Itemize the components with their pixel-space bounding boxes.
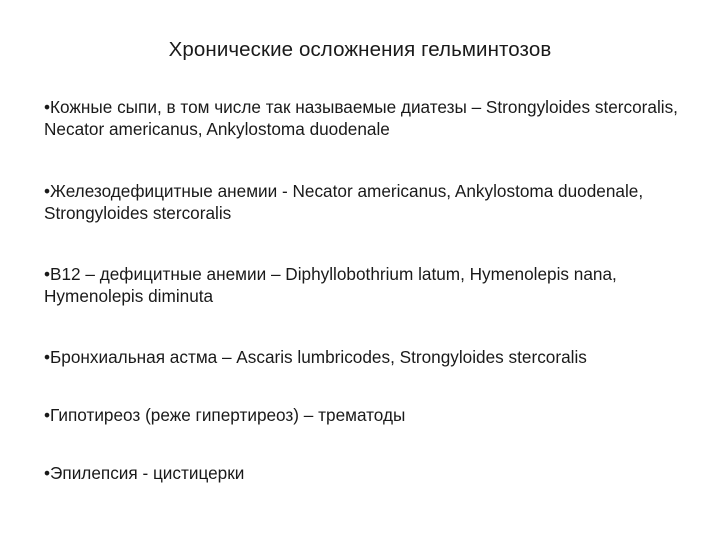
bullet-text: Железодефицитные анемии - Necator americanus, Ankylostoma duodenale, Strongyloides stercoralis: [44, 181, 644, 223]
bullet-item-b12-deficiency: [44, 263, 694, 307]
bullet-icon: •: [44, 97, 51, 117]
bullet-icon: •: [44, 463, 51, 483]
bullet-item-asthma: [44, 346, 694, 368]
bullet-text: Кожные сыпи, в том числе так называемые диатезы – Strongyloides stercoralis, Necator americanus, Ankylostoma duodenale: [44, 97, 678, 139]
bullet-item-skin-rashes: [44, 96, 694, 140]
bullet-text: Эпилепсия - цистицерки: [50, 463, 245, 483]
bullet-icon: •: [44, 405, 51, 425]
slide-title: Хронические осложнения гельминтозов: [168, 38, 552, 61]
bullet-item-iron-deficiency: [44, 180, 694, 224]
bullet-item-epilepsy: [44, 462, 694, 484]
bullet-item-hypothyroidism: [44, 404, 694, 426]
bullet-text: Гипотиреоз (реже гипертиреоз) – трематоды: [50, 405, 406, 425]
bullet-icon: •: [44, 347, 51, 367]
bullet-text: Бронхиальная астма – Ascaris lumbricodes, Strongyloides stercoralis: [50, 347, 587, 367]
bullet-text: В12 – дефицитные анемии – Diphyllobothrium latum, Hymenolepis nana, Hymenolepis diminuta: [44, 264, 617, 306]
bullet-icon: •: [44, 181, 51, 201]
bullet-icon: •: [44, 264, 51, 284]
